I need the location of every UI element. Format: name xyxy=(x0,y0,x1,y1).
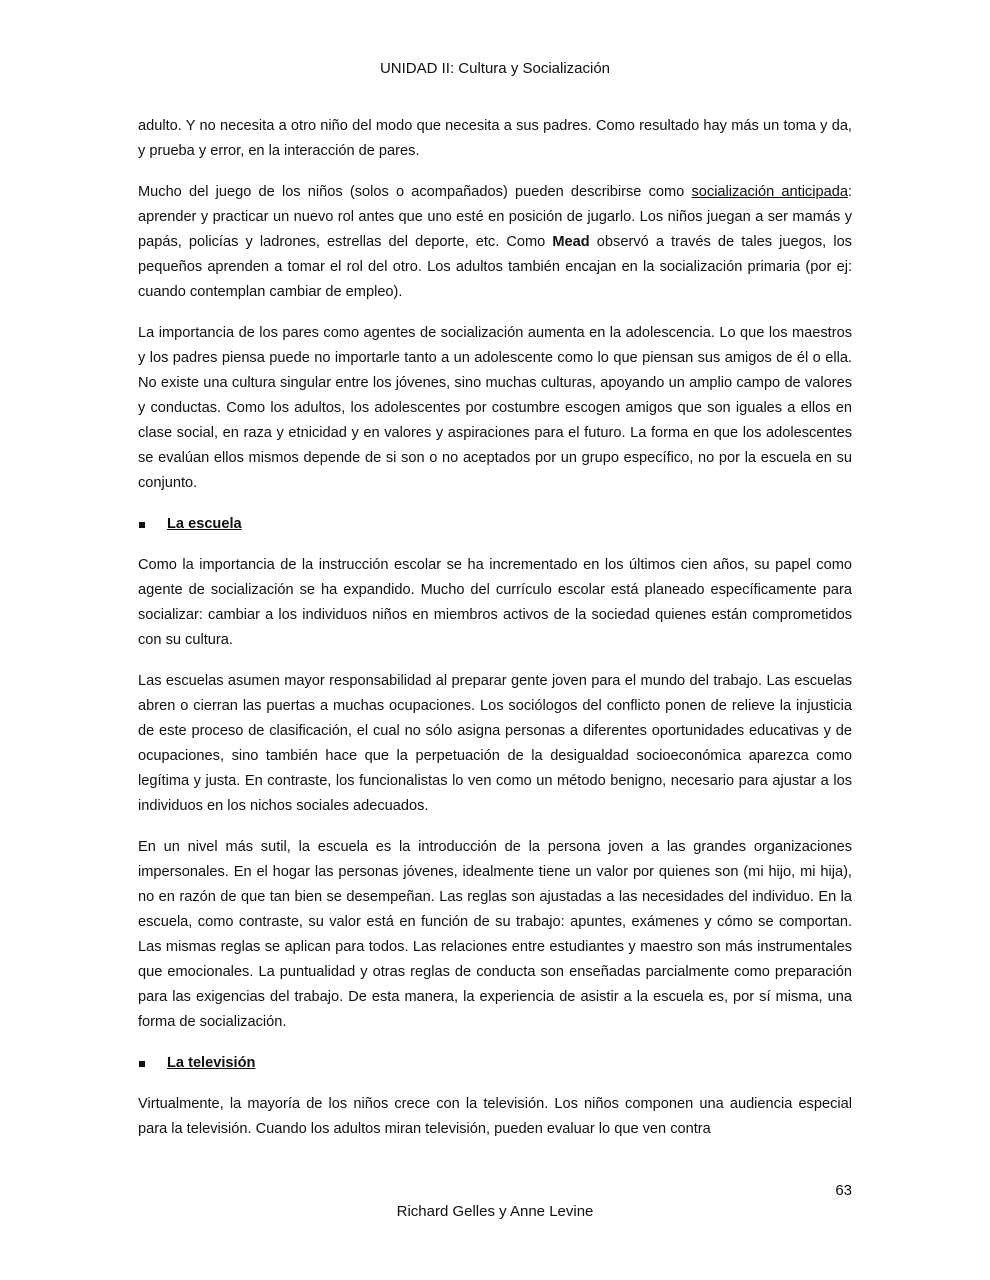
paragraph-5: Las escuelas asumen mayor responsabilidad al preparar gente joven para el mundo del trabajo. Las escuelas abren o cierran las puertas a muchas ocupaciones. Los sociólogos del conflicto ponen de relieve la injusticia de este proceso de clasificación, el cual no sólo asigna personas a diferentes oportunidades educativas y de ocupaciones, sino también hace que la perpetuación de la desigualdad socioeconómica aparezca como legítima y justa. En contraste, los funcionalistas lo ven como un método benigno, necesario para ajustar a los individuos en los nichos sociales adecuados. xyxy=(138,673,852,814)
paragraph-3: La importancia de los pares como agentes de socialización aumenta en la adolescencia. Lo que los maestros y los padres piensa puede no importarle tanto a un adolescente como lo que piensan sus amigos de él o ella. No existe una cultura singular entre los jóvenes, sino muchas culturas, apoyando un amplio campo de valores y conductas. Como los adultos, los adolescentes por costumbre escogen amigos que son iguales a ellos en clase social, en raza y etnicidad y en valores y aspiraciones para el futuro. La forma en que los adolescentes se evalúan ellos mismos depende de si son o no aceptados por un grupo específico, no por la escuela en su conjunto. xyxy=(138,325,852,491)
paragraph-2-text-b: : aprender y practicar un nuevo rol antes que uno esté en posición de jugarlo. Los niños juegan a ser mamás y papás, policías y ladrones, estrellas del deporte, etc. Como xyxy=(138,184,853,250)
paragraph-7: Virtualmente, la mayoría de los niños crece con la televisión. Los niños componen una audiencia especial para la televisión. Cuando los adultos miran televisión, pueden evaluar lo que ven contra xyxy=(138,1096,852,1137)
paragraph-6: En un nivel más sutil, la escuela es la introducción de la persona joven a las grandes organizaciones impersonales. En el hogar las personas jóvenes, idealmente tiene un valor por quienes son (mi hijo, mi hija), no en razón de que tan bien se desempeñan. Las reglas son ajustadas a las necesidades del individuo. En la escuela, como contraste, su valor está en función de su trabajo: apuntes, exámenes y cómo se comportan. Las mismas reglas se aplican para todos. Las relaciones entre estudiantes y maestro son más instrumentales que emocionales. La puntualidad y otras reglas de conducta son enseñadas parcialmente como preparación para las exigencias del trabajo. De esta manera, la experiencia de asistir a la escuela es, por sí misma, una forma de socialización. xyxy=(138,839,852,1030)
page-body xyxy=(138,114,852,1158)
section-heading-television xyxy=(138,1051,852,1076)
square-bullet-icon xyxy=(139,522,145,528)
term-socializacion-anticipada: socialización anticipada xyxy=(691,184,848,200)
section-heading-escuela xyxy=(138,512,852,537)
paragraph-2-text-a: Mucho del juego de los niños (solos o acompañados) pueden describirse como xyxy=(138,184,692,200)
running-footer: Richard Gelles y Anne Levine xyxy=(396,1203,594,1220)
section-heading-label: La escuela xyxy=(167,516,242,532)
square-bullet-icon xyxy=(139,1061,145,1067)
running-header: UNIDAD II: Cultura y Socialización xyxy=(379,60,611,77)
author-mead: Mead xyxy=(552,234,590,250)
paragraph-4: Como la importancia de la instrucción escolar se ha incrementado en los últimos cien años, su papel como agente de socialización se ha expandido. Mucho del currículo escolar está planeado específicamente para socializar: cambiar a los individuos niños en miembros activos de la sociedad quienes están comprometidos con su cultura. xyxy=(138,557,852,648)
paragraph-2 xyxy=(138,180,852,305)
paragraph-2-text-c: observó a través de tales juegos, los pequeños aprenden a tomar el rol del otro. Los adultos también encajan en la socialización primaria (por ej: cuando contemplan cambiar de empleo). xyxy=(138,234,852,300)
page-number: 63 xyxy=(835,1182,852,1199)
paragraph-1: adulto. Y no necesita a otro niño del modo que necesita a sus padres. Como resultado hay más un toma y da, y prueba y error, en la interacción de pares. xyxy=(138,118,852,159)
section-heading-label: La televisión xyxy=(167,1055,256,1071)
